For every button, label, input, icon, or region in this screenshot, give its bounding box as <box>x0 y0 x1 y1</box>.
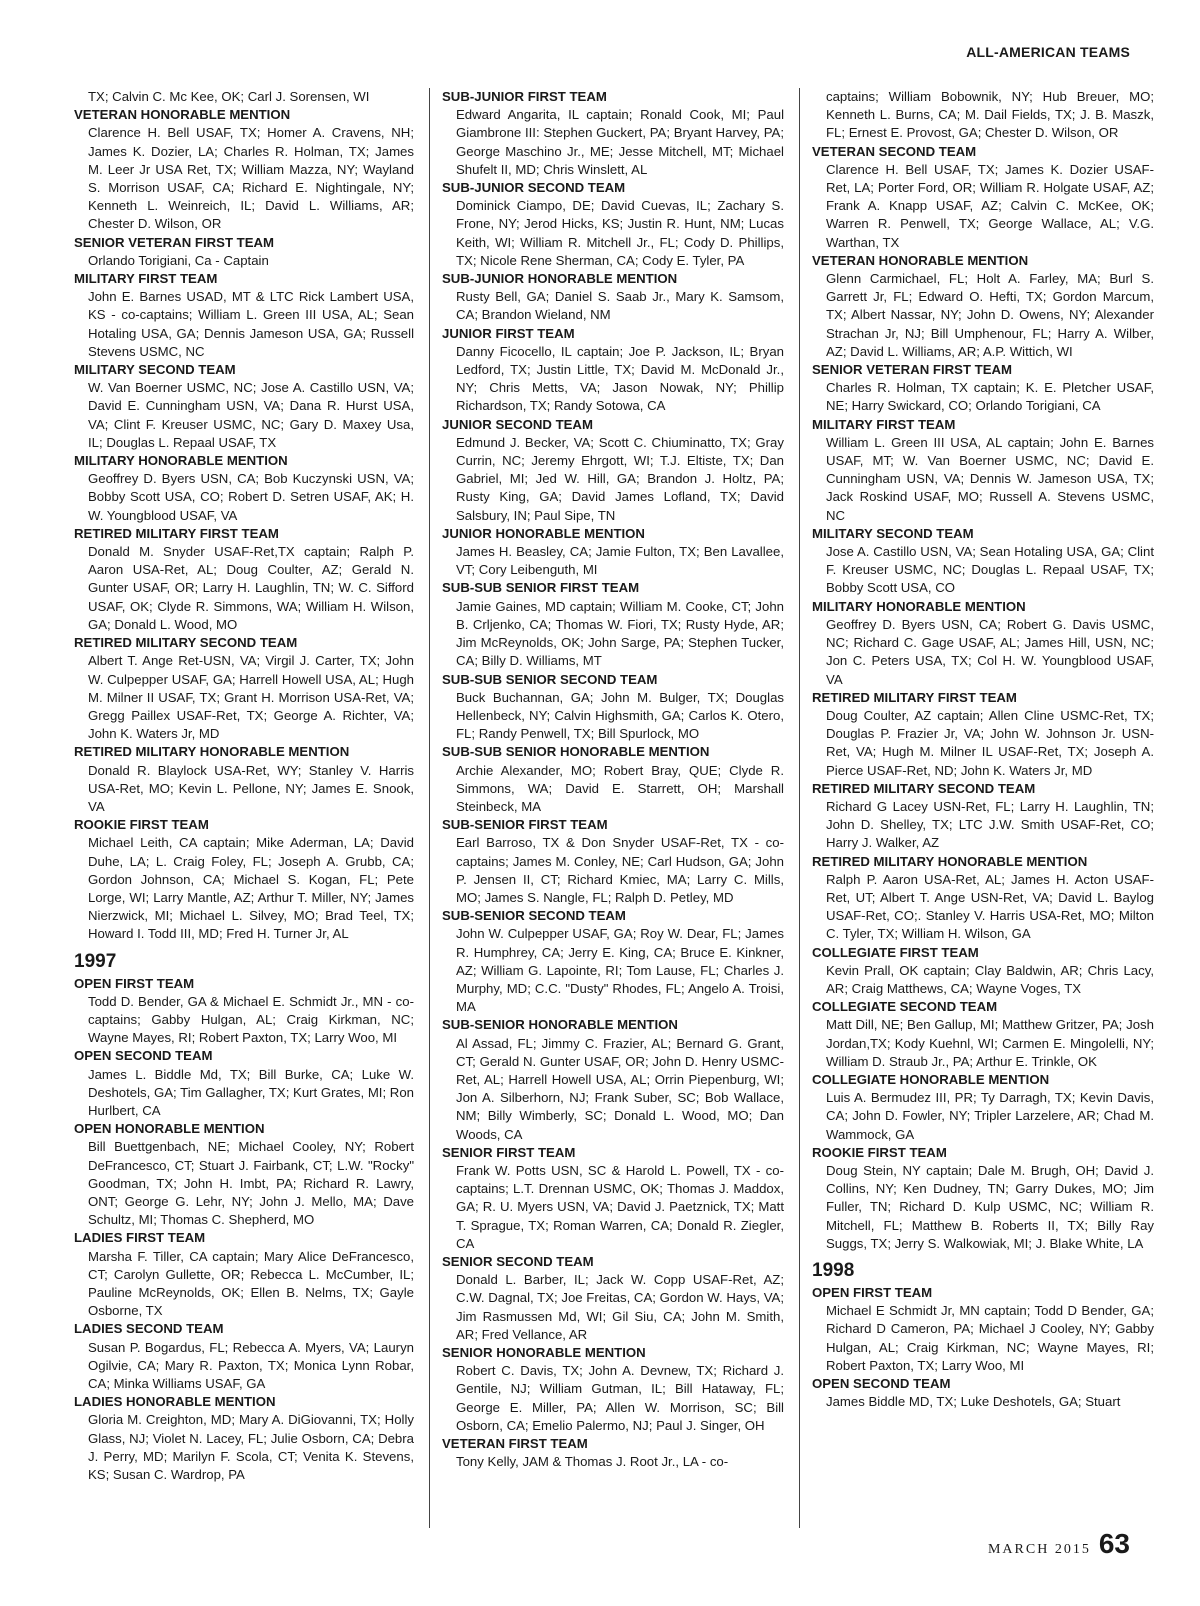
section-names: Doug Stein, NY captain; Dale M. Brugh, OH; David J. Collins, NY; Ken Dudney, TN; Garry Dukes, MO; Jim Fuller, TN; Richard D. Kulp USMC, NC; William R. Mitchell, FL; Matthew B. Roberts II, TX; Billy Ray Suggs, TX; Jerry S. Walkowiak, MI; J. Blake White, LA <box>826 1162 1154 1251</box>
section-heading: RETIRED MILITARY HONORABLE MENTION <box>74 744 350 760</box>
page-number: 63 <box>1098 1528 1130 1559</box>
section-heading: SUB-SUB SENIOR SECOND TEAM <box>442 671 658 687</box>
continued-text: TX; Calvin C. Mc Kee, OK; Carl J. Sorensen, WI <box>88 89 370 104</box>
section-names: Marsha F. Tiller, CA captain; Mary Alice DeFrancesco, CT; Carolyn Gullette, OR; Rebecca L. McCumber, IL; Pauline McReynolds, OK; Ellen B. Nelms, TX; Gayle Osborne, TX <box>88 1248 414 1319</box>
section-names: Susan P. Bogardus, FL; Rebecca A. Myers, VA; Lauryn Ogilvie, CA; Mary R. Paxton, TX; Monica Lynn Robar, CA; Minka Williams USAF, GA <box>88 1339 414 1392</box>
section-names: Gloria M. Creighton, MD; Mary A. DiGiovanni, TX; Holly Glass, NJ; Violet N. Lacey, FL; Julie Osborn, CA; Debra J. Perry, MD; Marilyn F. Scola, CT; Venita K. Stevens, KS; Susan C. Wardrop, PA <box>88 1412 414 1483</box>
section-names: James Biddle MD, TX; Luke Deshotels, GA; Stuart <box>826 1394 1121 1410</box>
section-heading: SUB-SENIOR SECOND TEAM <box>442 908 626 924</box>
section-heading: RETIRED MILITARY FIRST TEAM <box>812 689 1017 705</box>
section-heading: SUB-JUNIOR SECOND TEAM <box>442 180 626 196</box>
section-names: W. Van Boerner USMC, NC; Jose A. Castillo USN, VA; David E. Cunningham USN, VA; Dana R. Hurst USA, VA; Clint F. Kreuser USMC, NC; Gary D. Maxey Usa, IL; Douglas L. Repaal USAF, TX <box>88 380 414 450</box>
section-heading: OPEN HONORABLE MENTION <box>74 1121 265 1137</box>
section-names: Danny Ficocello, IL captain; Joe P. Jackson, IL; Bryan Ledford, TX; Justin Little, TX; David M. McDonald Jr., NY; Chris Metts, VA; Jason Nowak, NY; Phillip Richardson, TX; Randy Sotowa, CA <box>456 343 784 414</box>
section-names: Todd D. Bender, GA & Michael E. Schmidt Jr., MN - co-captains; Gabby Hulgan, AL; Craig Kirkman, NC; Wayne Mayes, RI; Robert Paxton, TX; Larry Woo, MI <box>88 993 414 1046</box>
year-heading: 1997 <box>74 950 117 972</box>
running-header: ALL-AMERICAN TEAMS <box>966 44 1130 60</box>
section-heading: SUB-SENIOR HONORABLE MENTION <box>442 1017 678 1033</box>
section-heading: VETERAN SECOND TEAM <box>812 143 977 159</box>
section-heading: RETIRED MILITARY HONORABLE MENTION <box>812 853 1088 869</box>
section-heading: VETERAN HONORABLE MENTION <box>74 107 291 123</box>
section-heading: LADIES SECOND TEAM <box>74 1321 224 1337</box>
column-3 <box>812 88 1154 1411</box>
column-divider <box>429 88 430 1528</box>
section-names: Robert C. Davis, TX; John A. Devnew, TX; Richard J. Gentile, NJ; William Gutman, IL; Bill Hataway, FL; George E. Miller, PA; Allen W. Morrison, SC; Bill Osborn, CA; Emelio Palermo, NJ; Paul J. Singer, OH <box>456 1363 784 1433</box>
section-names: James H. Beasley, CA; Jamie Fulton, TX; Ben Lavallee, VT; Cory Leibenguth, MI <box>456 544 784 578</box>
section-heading: VETERAN FIRST TEAM <box>442 1436 588 1452</box>
column-divider <box>799 88 800 1528</box>
section-names: Buck Buchannan, GA; John M. Bulger, TX; Douglas Hellenbeck, NY; Calvin Highsmith, GA; Carlos K. Otero, FL; Randy Penwell, TX; Bill Spurlock, MO <box>456 689 784 742</box>
section-names: Ralph P. Aaron USA-Ret, AL; James H. Acton USAF-Ret, UT; Albert T. Ange USN-Ret, VA; David L. Baylog USAF-Ret, CO;. Stanley V. Harris USA-Ret, MO; Milton C. Tyler, TX; William H. Wilson, GA <box>826 871 1154 942</box>
section-heading: SENIOR VETERAN FIRST TEAM <box>74 234 275 250</box>
section-names: Dominick Ciampo, DE; David Cuevas, IL; Zachary S. Frone, NY; Jerod Hicks, KS; Justin R. Hunt, NM; Lucas Keith, WI; William R. Mitchell Jr., FL; Cody D. Phillips, TX; Nicole Rene Sherman, CA; Cody E. Tyler, PA <box>456 198 784 268</box>
section-names: Charles R. Holman, TX captain; K. E. Pletcher USAF, NE; Harry Swickard, CO; Orlando Torigiani, CA <box>826 380 1154 414</box>
section-names: Archie Alexander, MO; Robert Bray, QUE; Clyde R. Simmons, WA; David E. Starrett, OH; Marshall Steinbeck, MA <box>456 762 784 814</box>
section-heading: JUNIOR HONORABLE MENTION <box>442 525 645 541</box>
section-heading: LADIES HONORABLE MENTION <box>74 1394 276 1410</box>
section-names: Tony Kelly, JAM & Thomas J. Root Jr., LA - co- <box>456 1454 729 1470</box>
section-names: Clarence H. Bell USAF, TX; James K. Dozier USAF-Ret, LA; Porter Ford, OR; William R. Holgate USAF, AZ; Frank A. Knapp USAF, AZ; Calvin C. McKee, OK; Warren R. Penwell, TX; George Wallace, AL; V.G. Warthan, TX <box>826 161 1154 250</box>
section-heading: OPEN FIRST TEAM <box>74 975 195 991</box>
section-heading: SUB-SUB SENIOR HONORABLE MENTION <box>442 744 710 760</box>
section-heading: ROOKIE FIRST TEAM <box>812 1144 947 1160</box>
section-heading: RETIRED MILITARY SECOND TEAM <box>74 635 298 651</box>
section-names: Clarence H. Bell USAF, TX; Homer A. Cravens, NH; James K. Dozier, LA; Charles R. Holman, TX; James M. Leer Jr USA Ret, TX; William Mazza, NY; Wayland S. Morrison USAF, CA; Richard E. Nightingale, NY; Kenneth L. Weinreich, IL; David L. Williams, AR; Chester D. Wilson, OR <box>88 125 414 232</box>
section-heading: COLLEGIATE FIRST TEAM <box>812 944 979 960</box>
section-heading: SENIOR HONORABLE MENTION <box>442 1345 646 1361</box>
section-names: John E. Barnes USAD, MT & LTC Rick Lambert USA, KS - co-captains; William L. Green III USA, AL; Sean Hotaling USA, GA; Dennis Jameson USA, GA; Russell Stevens USMC, NC <box>88 289 414 359</box>
section-heading: MILITARY HONORABLE MENTION <box>74 453 288 469</box>
section-names: John W. Culpepper USAF, GA; Roy W. Dear, FL; James R. Humphrey, CA; Jerry E. King, CA; Bruce E. Kinkner, AZ; William G. Lapointe, RI; Tom Lause, FL; Charles J. Murphy, MD; C.C. "Dusty" Rhodes, FL; Angelo A. Troisi, MA <box>456 926 784 1015</box>
section-names: Richard G Lacey USN-Ret, FL; Larry H. Laughlin, TN; John D. Shelley, TX; LTC J.W. Smith USAF-Ret, CO; Harry J. Walker, AZ <box>826 798 1154 851</box>
section-heading: SUB-JUNIOR HONORABLE MENTION <box>442 271 678 287</box>
article-columns <box>74 88 1154 1528</box>
section-names: Kevin Prall, OK captain; Clay Baldwin, AR; Chris Lacy, AR; Craig Matthews, CA; Wayne Voges, TX <box>826 962 1154 996</box>
section-names: Donald M. Snyder USAF-Ret,TX captain; Ralph P. Aaron USA-Ret, AL; Doug Coulter, AZ; Gerald N. Gunter USAF, OR; Larry H. Laughlin, TN; W. C. Sifford USAF, OK; Clyde R. Simmons, WA; William H. Wilson, GA; Donald L. Wood, MO <box>88 544 414 632</box>
section-names: Al Assad, FL; Jimmy C. Frazier, AL; Bernard G. Grant, CT; Gerald N. Gunter USAF, OR; John D. Henry USMC-Ret, AL; Harrell Howell USA, AL; Orrin Piepenburg, WI; Jon A. Silberhorn, NJ; Frank Suber, SC; Bob Wallace, NM; Billy Wimberly, SC; Donald L. Wood, MO; Dan Woods, CA <box>456 1035 784 1142</box>
section-names: Matt Dill, NE; Ben Gallup, MI; Matthew Gritzer, PA; Josh Jordan,TX; Kody Kuehnl, WI; Carmen E. Mingolelli, NY; William D. Straub Jr., PA; Arthur E. Trinkle, OK <box>826 1017 1154 1069</box>
section-heading: SUB-SENIOR FIRST TEAM <box>442 817 608 833</box>
section-heading: ROOKIE FIRST TEAM <box>74 817 209 833</box>
section-names: Orlando Torigiani, Ca - Captain <box>88 252 269 268</box>
section-heading: LADIES FIRST TEAM <box>74 1230 206 1246</box>
section-heading: MILITARY SECOND TEAM <box>74 362 236 378</box>
section-heading: JUNIOR SECOND TEAM <box>442 416 593 432</box>
section-names: Glenn Carmichael, FL; Holt A. Farley, MA; Burl S. Garrett Jr, FL; Edward O. Hefti, TX; Gordon Marcum, TX; Albert Nassar, NY; John D. Owens, NY; Alexander Strachan Jr, NJ; Bill Umphenour, FL; Harry A. Wilber, AZ; David L. Williams, AR; A.P. Wittich, WI <box>826 271 1154 359</box>
section-heading: SUB-SUB SENIOR FIRST TEAM <box>442 580 640 596</box>
section-names: Earl Barroso, TX & Don Snyder USAF-Ret, TX - co-captains; James M. Conley, NE; Carl Hudson, GA; John P. Jensen II, CT; Richard Kmiec, MA; Larry C. Mills, MO; James S. Nangle, FL; Ralph D. Petley, MD <box>456 835 784 905</box>
section-names: James L. Biddle Md, TX; Bill Burke, CA; Luke W. Deshotels, GA; Tim Gallagher, TX; Kurt Grates, MI; Ron Hurlbert, CA <box>88 1066 414 1118</box>
section-names: Edmund J. Becker, VA; Scott C. Chiuminatto, TX; Gray Currin, NC; Jeremy Ehrgott, WI; T.J. Eltiste, TX; Dan Gabriel, MI; Jed W. Hill, GA; Brandon J. Holtz, PA; Rusty King, GA; David James Lofland, TX; David Salsbury, IN; Paul Sipe, TN <box>456 434 784 523</box>
section-names: Michael E Schmidt Jr, MN captain; Todd D Bender, GA; Richard D Cameron, PA; Michael J Cooley, NY; Gabby Hulgan, AL; Craig Kirkman, NC; Wayne Mayes, RI; Robert Paxton, TX; Larry Woo, MI <box>826 1303 1154 1373</box>
section-heading: MILITARY SECOND TEAM <box>812 525 974 541</box>
section-heading: OPEN SECOND TEAM <box>74 1048 213 1064</box>
section-names: Geoffrey D. Byers USN, CA; Robert G. Davis USMC, NC; Richard C. Gage USAF, AL; James Hill, USN, NC; Jon C. Peters USA, TX; Col H. W. Youngblood USAF, VA <box>826 616 1154 687</box>
section-heading: SENIOR VETERAN FIRST TEAM <box>812 362 1013 378</box>
issue-date: MARCH 2015 <box>987 1542 1091 1557</box>
section-heading: MILITARY FIRST TEAM <box>812 416 956 432</box>
section-names: Rusty Bell, GA; Daniel S. Saab Jr., Mary K. Samsom, CA; Brandon Wieland, NM <box>456 289 784 323</box>
section-heading: MILITARY HONORABLE MENTION <box>812 598 1026 614</box>
section-heading: SENIOR FIRST TEAM <box>442 1144 576 1160</box>
section-names: Jose A. Castillo USN, VA; Sean Hotaling USA, GA; Clint F. Kreuser USMC, NC; Douglas L. Repaal USAF, TX; Bobby Scott USA, CO <box>826 544 1154 596</box>
section-heading: OPEN FIRST TEAM <box>812 1285 933 1300</box>
page-footer <box>988 1528 1130 1560</box>
section-heading: COLLEGIATE SECOND TEAM <box>812 999 998 1015</box>
section-heading: COLLEGIATE HONORABLE MENTION <box>812 1071 1050 1087</box>
section-heading: RETIRED MILITARY FIRST TEAM <box>74 525 279 541</box>
section-names: Bill Buettgenbach, NE; Michael Cooley, NY; Robert DeFrancesco, CT; Stuart J. Fairbank, CT; L.W. "Rocky" Goodman, TX; John H. Imbt, PA; Richard R. Lawry, ONT; George G. Lehr, NY; John J. Mello, MA; Dave Schultz, MI; Thomas C. Shepherd, MO <box>88 1139 414 1228</box>
section-names: Jamie Gaines, MD captain; William M. Cooke, CT; John B. Crljenko, CA; Thomas W. Fiori, TX; Rusty Hyde, AR; Jim McReynolds, OK; John Sarge, PA; Stephen Tucker, CA; Billy D. Williams, MT <box>456 598 784 669</box>
section-names: William L. Green III USA, AL captain; John E. Barnes USAF, MT; W. Van Boerner USMC, NC; David E. Cunningham USN, VA; Dennis W. Jameson USA, TX; Jack Roskind USAF, MO; Russell A. Stevens USMC, NC <box>826 434 1154 523</box>
section-heading: OPEN SECOND TEAM <box>812 1376 951 1392</box>
column-1 <box>74 88 414 1484</box>
section-names: Donald L. Barber, IL; Jack W. Copp USAF-Ret, AZ; C.W. Dagnal, TX; Joe Freitas, CA; Gordon W. Hays, VA; Jim Rasmussen Md, WI; Gil Siu, CA; John M. Smith, AR; Fred Vellance, AR <box>456 1272 784 1342</box>
section-heading: VETERAN HONORABLE MENTION <box>812 252 1029 268</box>
section-names: Luis A. Bermudez III, PR; Ty Darragh, TX; Kevin Davis, CA; John D. Fowler, NY; Tripler Larzelere, AR; Chad M. Wammock, GA <box>826 1090 1154 1142</box>
section-names: Frank W. Potts USN, SC & Harold L. Powell, TX - co-captains; L.T. Drennan USMC, OK; Thomas J. Maddox, GA; R. U. Myers USN, VA; David J. Paetznick, TX; Matt T. Sprague, TX; Roman Warren, CA; Donald R. Ziegler, CA <box>456 1162 784 1251</box>
section-names: Michael Leith, CA captain; Mike Aderman, LA; David Duhe, LA; L. Craig Foley, FL; Joseph A. Grubb, CA; Gordon Johnson, CA; Michael S. Kogan, FL; Pete Lorge, WI; Larry Mantle, AZ; Arthur T. Miller, NY; James Nierzwick, MI; Michael L. Silvey, MO; Brad Teel, TX; Howard I. Todd III, MD; Fred H. Turner Jr, AL <box>88 835 414 942</box>
section-heading: JUNIOR FIRST TEAM <box>442 325 575 341</box>
section-names: Doug Coulter, AZ captain; Allen Cline USMC-Ret, TX; Douglas P. Frazier Jr, VA; John W. Johnson Jr. USN-Ret, VA; Hugh M. Milner IL USAF-Ret, TX; Joseph A. Pierce USAF-Ret, ND; John K. Waters Jr, MD <box>826 707 1154 778</box>
continued-text: captains; William Bobownik, NY; Hub Breuer, MO; Kenneth L. Burns, CA; M. Dail Fields, TX; J. B. Maszk, FL; Ernest E. Provost, GA; Chester D. Wilson, OR <box>826 89 1154 141</box>
section-heading: RETIRED MILITARY SECOND TEAM <box>812 780 1036 796</box>
section-heading: SENIOR SECOND TEAM <box>442 1254 594 1269</box>
section-names: Albert T. Ange Ret-USN, VA; Virgil J. Carter, TX; John W. Culpepper USAF, GA; Harrell Howell USA, AL; Hugh M. Milner II USAF, TX; Grant H. Morrison USA-Ret, VA; Gregg Paillex USAF-Ret, TX; George A. Richter, VA; John K. Waters Jr, MD <box>88 653 414 742</box>
section-names: Edward Angarita, IL captain; Ronald Cook, MI; Paul Giambrone III: Stephen Guckert, PA; Bryant Harvey, PA; George Maschino Jr., ME; Jesse Mitchell, MT; Michael Shufelt II, MD; Chris Winslett, AL <box>456 107 784 177</box>
section-heading: MILITARY FIRST TEAM <box>74 271 218 287</box>
year-heading: 1998 <box>812 1260 855 1281</box>
column-2 <box>442 88 784 1471</box>
section-names: Geoffrey D. Byers USN, CA; Bob Kuczynski USN, VA; Bobby Scott USA, CO; Robert D. Setren USAF, AK; H. W. Youngblood USAF, VA <box>88 471 414 523</box>
section-names: Donald R. Blaylock USA-Ret, WY; Stanley V. Harris USA-Ret, MO; Kevin L. Pellone, NY; James E. Snook, VA <box>88 762 414 814</box>
section-heading: SUB-JUNIOR FIRST TEAM <box>442 89 607 104</box>
